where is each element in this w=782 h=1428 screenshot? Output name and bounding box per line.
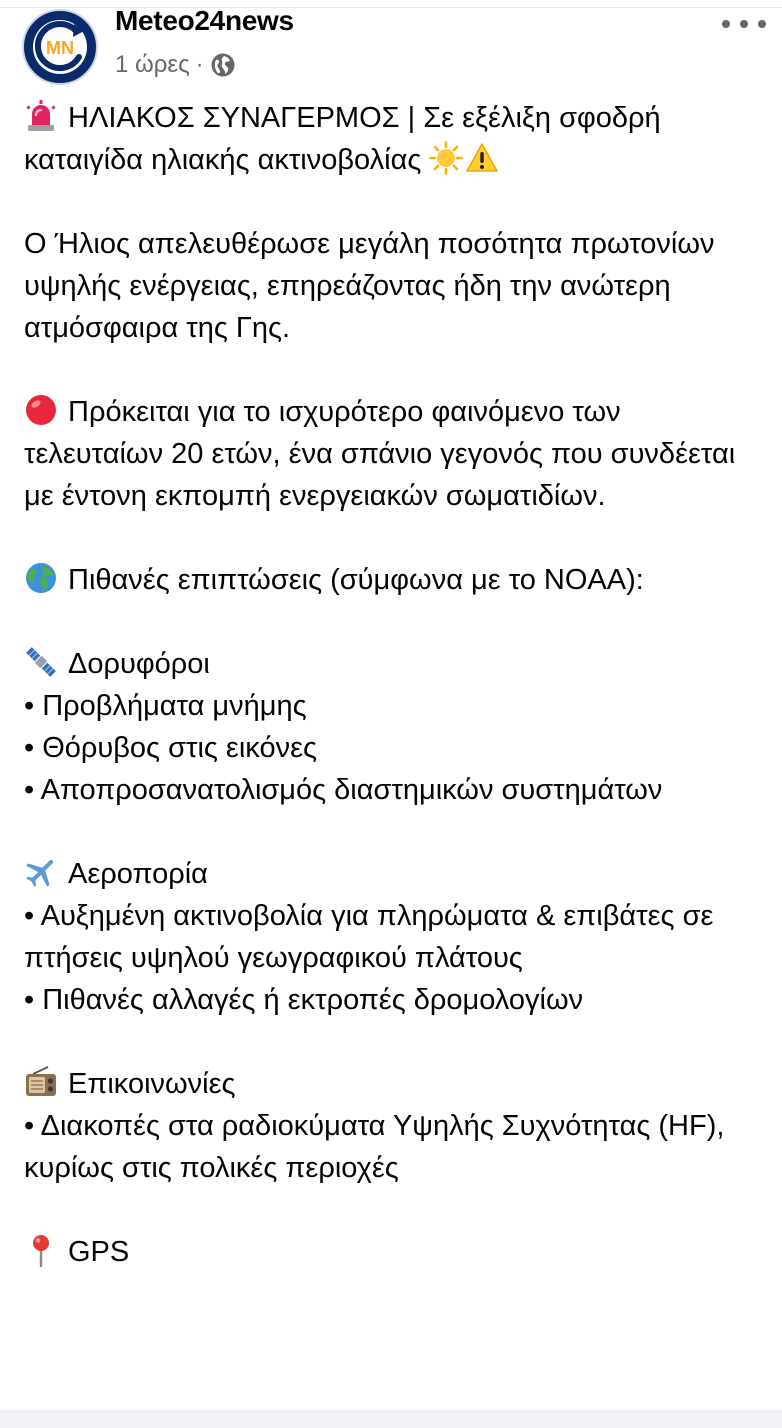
impacts-heading: Πιθανές επιπτώσεις (σύμφωνα με το NOAA): [68, 564, 644, 596]
section-heading-aviation [24, 853, 764, 895]
satellite-icon [24, 645, 58, 679]
post-meta [115, 50, 236, 80]
page-avatar[interactable] [22, 9, 98, 85]
page-name-link[interactable]: Meteo24news [115, 5, 294, 36]
bullet-item: • Θόρυβος στις εικόνες [24, 732, 317, 764]
spacer [24, 1021, 764, 1063]
bullet-item: • Αποπροσανατολισμός διαστημικών συστημάτων [24, 774, 663, 806]
section-heading-communications [24, 1063, 764, 1105]
impacts-heading-paragraph [24, 559, 764, 601]
meta-separator: · [195, 51, 204, 78]
sun-icon [429, 141, 463, 175]
bullet-item: • Πιθανές αλλαγές ή εκτροπές δρομολογίων [24, 984, 584, 1016]
spacer [24, 349, 764, 391]
section-heading-gps [24, 1231, 764, 1273]
spacer [24, 1189, 764, 1231]
post-body [24, 97, 764, 1273]
siren-icon [24, 99, 58, 133]
bullet-item: • Αυξημένη ακτινοβολία για πληρώματα & επιβάτες σε πτήσεις υψηλού γεωγραφικού πλάτους [24, 900, 714, 974]
post-time[interactable]: 1 ώρες [115, 51, 190, 78]
pin-icon [24, 1233, 58, 1267]
more-dot [740, 20, 748, 28]
section-heading-text: Δορυφόροι [68, 648, 210, 680]
section-heading-text: Αεροπορία [68, 858, 208, 890]
section-heading-text: GPS [68, 1236, 130, 1268]
radio-icon [24, 1065, 58, 1099]
more-dot [758, 20, 766, 28]
post-title-paragraph [24, 97, 764, 181]
airplane-icon [24, 855, 58, 889]
intro-paragraph: Ο Ήλιος απελευθέρωσε μεγάλη ποσότητα πρωτονίων υψηλής ενέργειας, επηρεάζοντας ήδη την ανώτερη ατμόσφαιρα της Γης. [24, 228, 715, 344]
highlight-paragraph [24, 391, 764, 517]
globe-earth-icon [24, 561, 58, 595]
spacer [24, 517, 764, 559]
section-heading-satellites [24, 643, 764, 685]
bullet-item: • Διακοπές στα ραδιοκύματα Υψηλής Συχνότητας (HF), κυρίως στις πολικές περιοχές [24, 1110, 725, 1184]
bottom-bar [0, 1410, 782, 1428]
highlight-text: Πρόκειται για το ισχυρότερο φαινόμενο των τελευταίων 20 ετών, ένα σπάνιο γεγονός που συνδέεται με έντονη εκπομπή ενεργειακών σωματιδίων. [24, 396, 736, 512]
avatar-letters: MN [46, 38, 74, 58]
avatar-logo-icon [24, 11, 96, 83]
section-heading-text: Επικοινωνίες [68, 1068, 236, 1100]
warning-icon [465, 141, 499, 175]
spacer [24, 811, 764, 853]
red-circle-icon [24, 393, 58, 427]
more-options-button[interactable] [722, 12, 766, 36]
spacer [24, 181, 764, 223]
bullet-item: • Προβλήματα μνήμης [24, 690, 307, 722]
post-title: ΗΛΙΑΚΟΣ ΣΥΝΑΓΕΡΜΟΣ | Σε εξέλιξη σφοδρή καταιγίδα ηλιακής ακτινοβολίας [24, 102, 661, 176]
spacer [24, 601, 764, 643]
more-dot [722, 20, 730, 28]
globe-icon[interactable] [210, 52, 236, 78]
